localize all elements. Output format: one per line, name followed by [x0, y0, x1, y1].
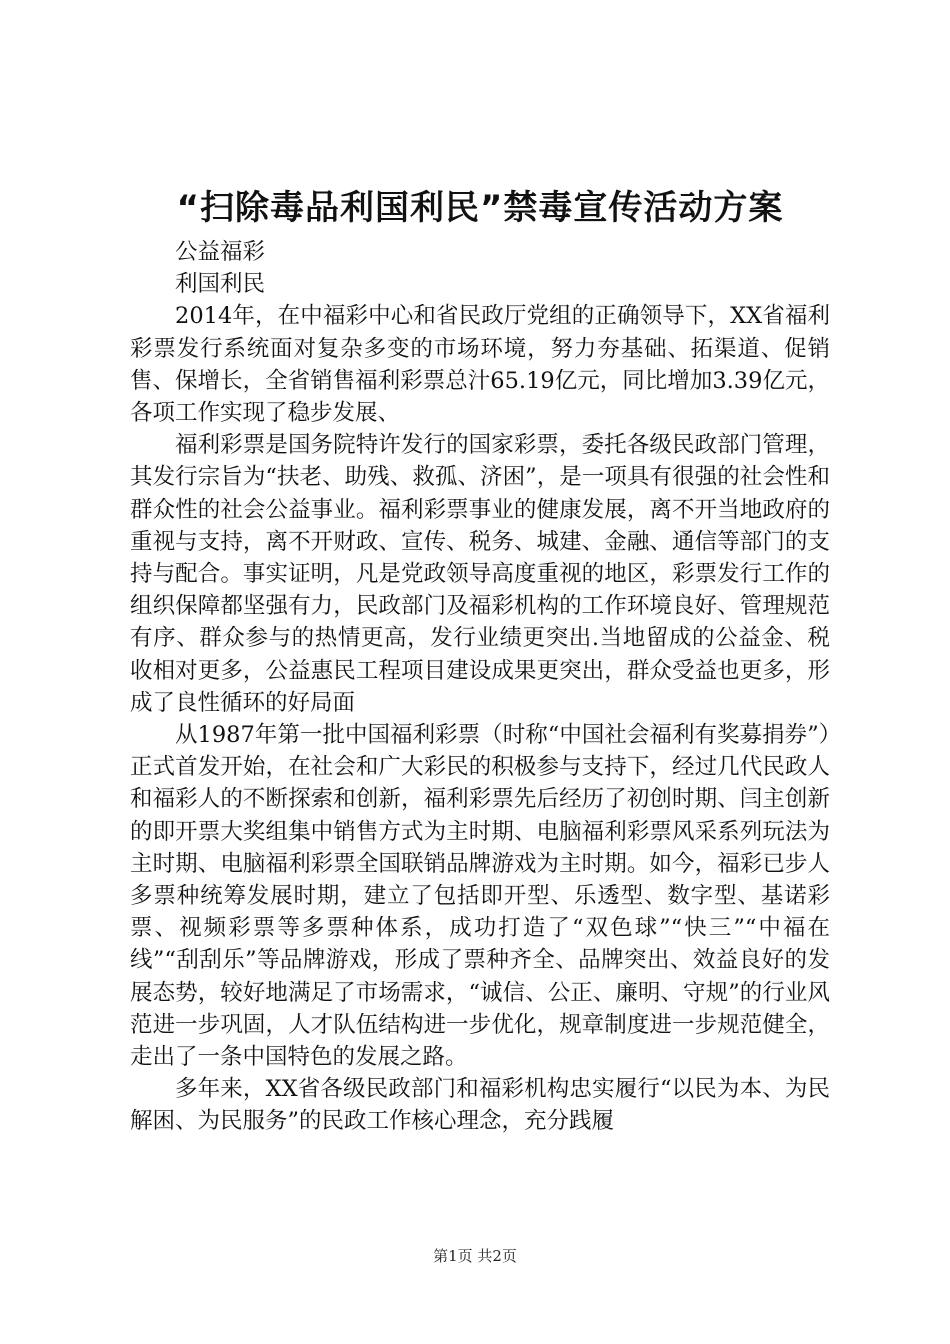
- paragraph-subtitle-1: 公益福彩: [175, 239, 266, 265]
- paragraph-subtitle-2: 利国利民: [175, 271, 266, 298]
- page-number-footer: 第1页 共2页: [433, 1247, 517, 1265]
- paragraph: 2014年，在中福彩中心和省民政厅党组的正确领导下，XX省福利彩票发行系统面对复杂多变的市场环境，努力夯基础、拓渠道、促销售、保增长，全省销售福利彩票总汁65.19亿元，同比增加3.39亿元，各项工作实现了稳步发展、: [130, 303, 830, 427]
- paragraph: 多年来，XX省各级民政部门和福彩机构忠实履行“以民为本、为民解困、为民服务”的民政工作核心理念，充分践履: [130, 1076, 830, 1135]
- paragraph: 从1987年第一批中国福利彩票（时称“中国社会福利有奖募捐券”）正式首发开始，在社会和广大彩民的积极参与支持下，经过几代民政人和福彩人的不断探索和创新，福利彩票先后经历了初创时期、闫主创新的即开票大奖组集中销售方式为主时期、电脑福利彩票风采系列玩法为主时期、电脑福利彩票全国联销品牌游戏为主时期。如今，福彩已步人多票种统筹发展时期，建立了包括即开型、乐透型、数字型、基诺彩票、视频彩票等多票种体系，成功打造了“双色球”“快三”“中福在线”“刮刮乐”等品牌游戏，形成了票种齐全、品牌突出、效益良好的发展态势，较好地满足了市场需求，“诚信、公正、廉明、守规”的行业风范进一步巩固，人才队伍结构进一步优化，规章制度进一步规范健全，走出了一条中国特色的发展之路。: [130, 722, 830, 1071]
- document-page: [130, 180, 830, 1138]
- document-title: “扫除毒品利国利民”禁毒宣传活动方案: [176, 188, 784, 228]
- paragraph: 福利彩票是国务院特许发行的国家彩票，委托各级民政部门管理，其发行宗旨为“扶老、助残、救孤、济困”，是一项具有很强的社会性和群众性的社会公益事业。福利彩票事业的健康发展，离不开当地政府的重视与支持，离不开财政、宣传、税务、城建、金融、通信等部门的支持与配合。事实证明，凡是党政领导高度重视的地区，彩票发行工作的组织保障都坚强有力，民政部门及福彩机构的工作环境良好、管理规范有序、群众参与的热情更高，发行业绩更突出.当地留成的公益金、税收相对更多，公益惠民工程项目建设成果更突出，群众受益也更多，形成了良性循环的好局面: [130, 432, 830, 716]
- document-body: [130, 236, 830, 1138]
